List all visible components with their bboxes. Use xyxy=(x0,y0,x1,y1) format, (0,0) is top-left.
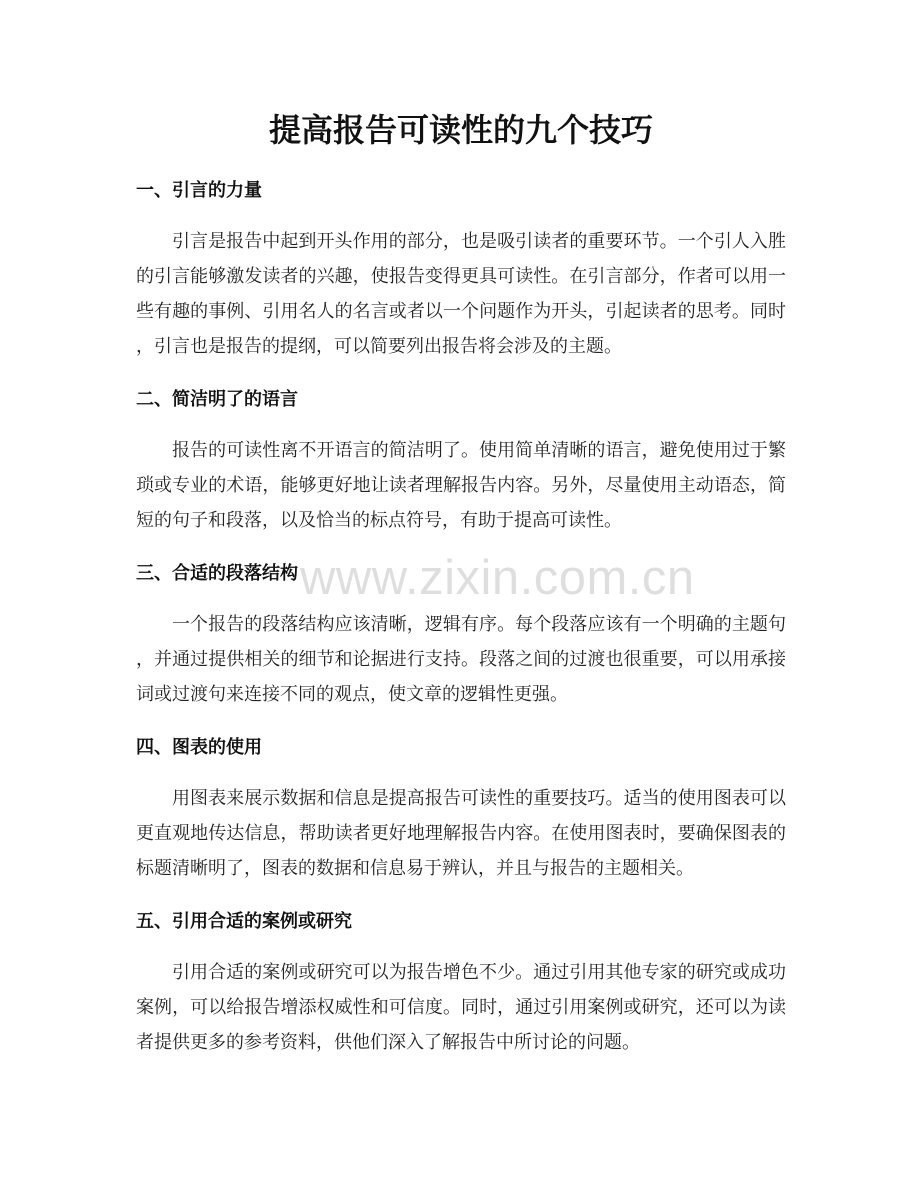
watermark: www.zixin.com.cn xyxy=(300,551,695,605)
section-heading: 四、图表的使用 xyxy=(136,737,262,758)
section-heading: 二、简洁明了的语言 xyxy=(136,389,298,410)
document-content xyxy=(136,105,786,1060)
section xyxy=(136,173,786,364)
paragraph xyxy=(136,607,786,712)
paragraph-line: ，并通过提供相关的细节和论据进行支持。段落之间的过渡也很重要，可以用承接 xyxy=(136,649,786,670)
paragraph-line: 些有趣的事例、引用名人的名言或者以一个问题作为开头，引起读者的思考。同时 xyxy=(136,301,786,322)
paragraph-line: 一个报告的段落结构应该清晰，逻辑有序。每个段落应该有一个明确的主题句 xyxy=(172,614,786,635)
section-heading: 三、合适的段落结构 xyxy=(136,563,298,584)
paragraph-line: 的引言能够激发读者的兴趣，使报告变得更具可读性。在引言部分，作者可以用一 xyxy=(136,266,786,287)
paragraph-line: 短的句子和段落，以及恰当的标点符号，有助于提高可读性。 xyxy=(136,510,622,531)
paragraph-line: 者提供更多的参考资料，供他们深入了解报告中所讨论的问题。 xyxy=(136,1032,640,1053)
paragraph-line: 案例，可以给报告增添权威性和可信度。同时，通过引用案例或研究，还可以为读 xyxy=(136,997,786,1018)
paragraph-line: 词或过渡句来连接不同的观点，使文章的逻辑性更强。 xyxy=(136,684,568,705)
section xyxy=(136,730,786,886)
section-heading: 一、引言的力量 xyxy=(136,180,262,201)
paragraph xyxy=(136,433,786,538)
paragraph-line: 更直观地传达信息，帮助读者更好地理解报告内容。在使用图表时，要确保图表的 xyxy=(136,823,786,844)
paragraph-line: 用图表来展示数据和信息是提高报告可读性的重要技巧。适当的使用图表可以 xyxy=(172,788,786,809)
paragraph-line: 琐或专业的术语，能够更好地让读者理解报告内容。另外，尽量使用主动语态，简 xyxy=(136,475,786,496)
paragraph-line: 引用合适的案例或研究可以为报告增色不少。通过引用其他专家的研究或成功 xyxy=(172,962,786,983)
section xyxy=(136,904,786,1060)
section-heading: 五、引用合适的案例或研究 xyxy=(136,911,352,932)
section xyxy=(136,382,786,538)
paragraph-line: 标题清晰明了，图表的数据和信息易于辨认，并且与报告的主题相关。 xyxy=(136,858,694,879)
paragraph-line: 报告的可读性离不开语言的简洁明了。使用简单清晰的语言，避免使用过于繁 xyxy=(172,440,786,461)
paragraph-line: 引言是报告中起到开头作用的部分，也是吸引读者的重要环节。一个引人入胜 xyxy=(172,231,786,252)
paragraph xyxy=(136,224,786,364)
paragraph xyxy=(136,955,786,1060)
paragraph xyxy=(136,781,786,886)
paragraph-line: ，引言也是报告的提纲，可以简要列出报告将会涉及的主题。 xyxy=(136,336,622,357)
sections-container xyxy=(136,173,786,1060)
section xyxy=(136,556,786,712)
document-title: 提高报告可读性的九个技巧 xyxy=(268,111,653,149)
